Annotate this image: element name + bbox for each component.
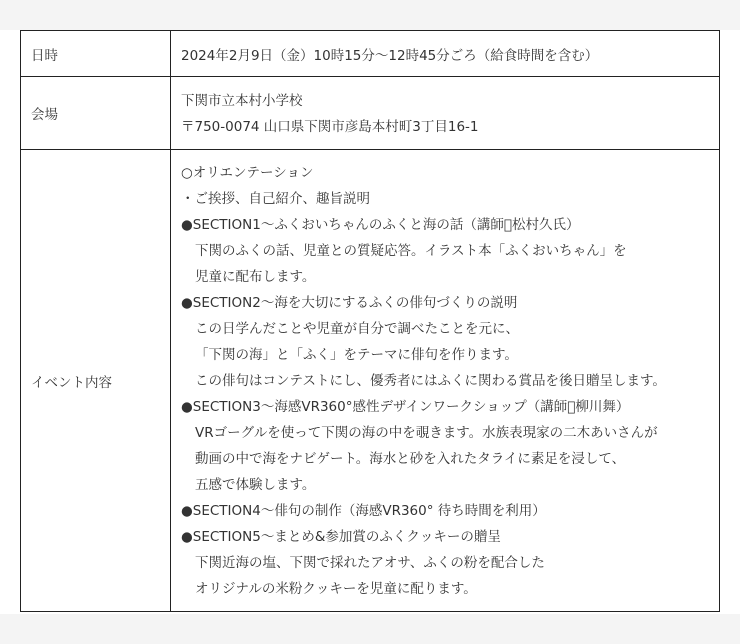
event-content-line: ●SECTION3～海感VR360°感性デザインワークショップ（講師 柳川舞）	[181, 399, 626, 415]
event-content-line: ●SECTION1～ふくおいちゃんのふくと海の話（講師 松村久氏）	[181, 217, 576, 233]
event-content-line: ○オリエンテーション	[181, 165, 314, 181]
datetime-value: 2024年2月9日（金）10時15分～12時45分ごろ（給食時間を含む）	[171, 31, 720, 77]
event-content-line: この日学んだことや児童が自分で調べたことを元に、	[195, 321, 519, 337]
venue-name: 下関市立本村小学校	[181, 92, 303, 109]
event-content-line: 下関近海の塩、下関で採れたアオサ、ふくの粉を配合した	[195, 555, 545, 571]
document-page	[0, 30, 740, 614]
venue-address: 〒750-0074 山口県下関市彦島本村町3丁目16-1	[181, 118, 479, 135]
event-content-line: VRゴーグルを使って下関の海の中を覗きます。水族表現家の二木あいさんが	[195, 425, 658, 441]
event-content-line: オリジナルの米粉クッキーを児童に配ります。	[195, 581, 477, 597]
venue-label: 会場	[21, 77, 171, 150]
event-content-line: 五感で体験します。	[195, 477, 316, 493]
table-row-datetime	[21, 31, 720, 77]
event-content-line: 動画の中で海をナビゲート。海水と砂を入れたタライに素足を浸して、	[195, 451, 626, 467]
event-content-line: ・ご挨拶、自己紹介、趣旨説明	[181, 191, 370, 207]
event-content-line: ●SECTION2～海を大切にするふくの俳句づくりの説明	[181, 295, 518, 311]
event-content-value	[171, 150, 720, 612]
datetime-label: 日時	[21, 31, 171, 77]
event-content-line: 下関のふくの話、児童との質疑応答。イラスト本「ふくおいちゃん」を	[195, 243, 627, 259]
event-content-line: ●SECTION4～俳句の制作（海感VR360° 待ち時間を利用）	[181, 503, 546, 519]
event-content-lines	[181, 159, 709, 602]
event-details-table	[20, 30, 720, 612]
venue-value	[171, 77, 720, 150]
event-content-line: 児童に配布します。	[195, 269, 316, 285]
event-content-label: イベント内容	[21, 150, 171, 612]
event-content-line: 「下関の海」と「ふく」をテーマに俳句を作ります。	[195, 347, 518, 363]
event-content-line: ●SECTION5～まとめ&参加賞のふくクッキーの贈呈	[181, 529, 501, 545]
table-row-event-content	[21, 150, 720, 612]
table-row-venue	[21, 77, 720, 150]
event-content-line: この俳句はコンテストにし、優秀者にはふくに関わる賞品を後日贈呈します。	[195, 373, 666, 389]
